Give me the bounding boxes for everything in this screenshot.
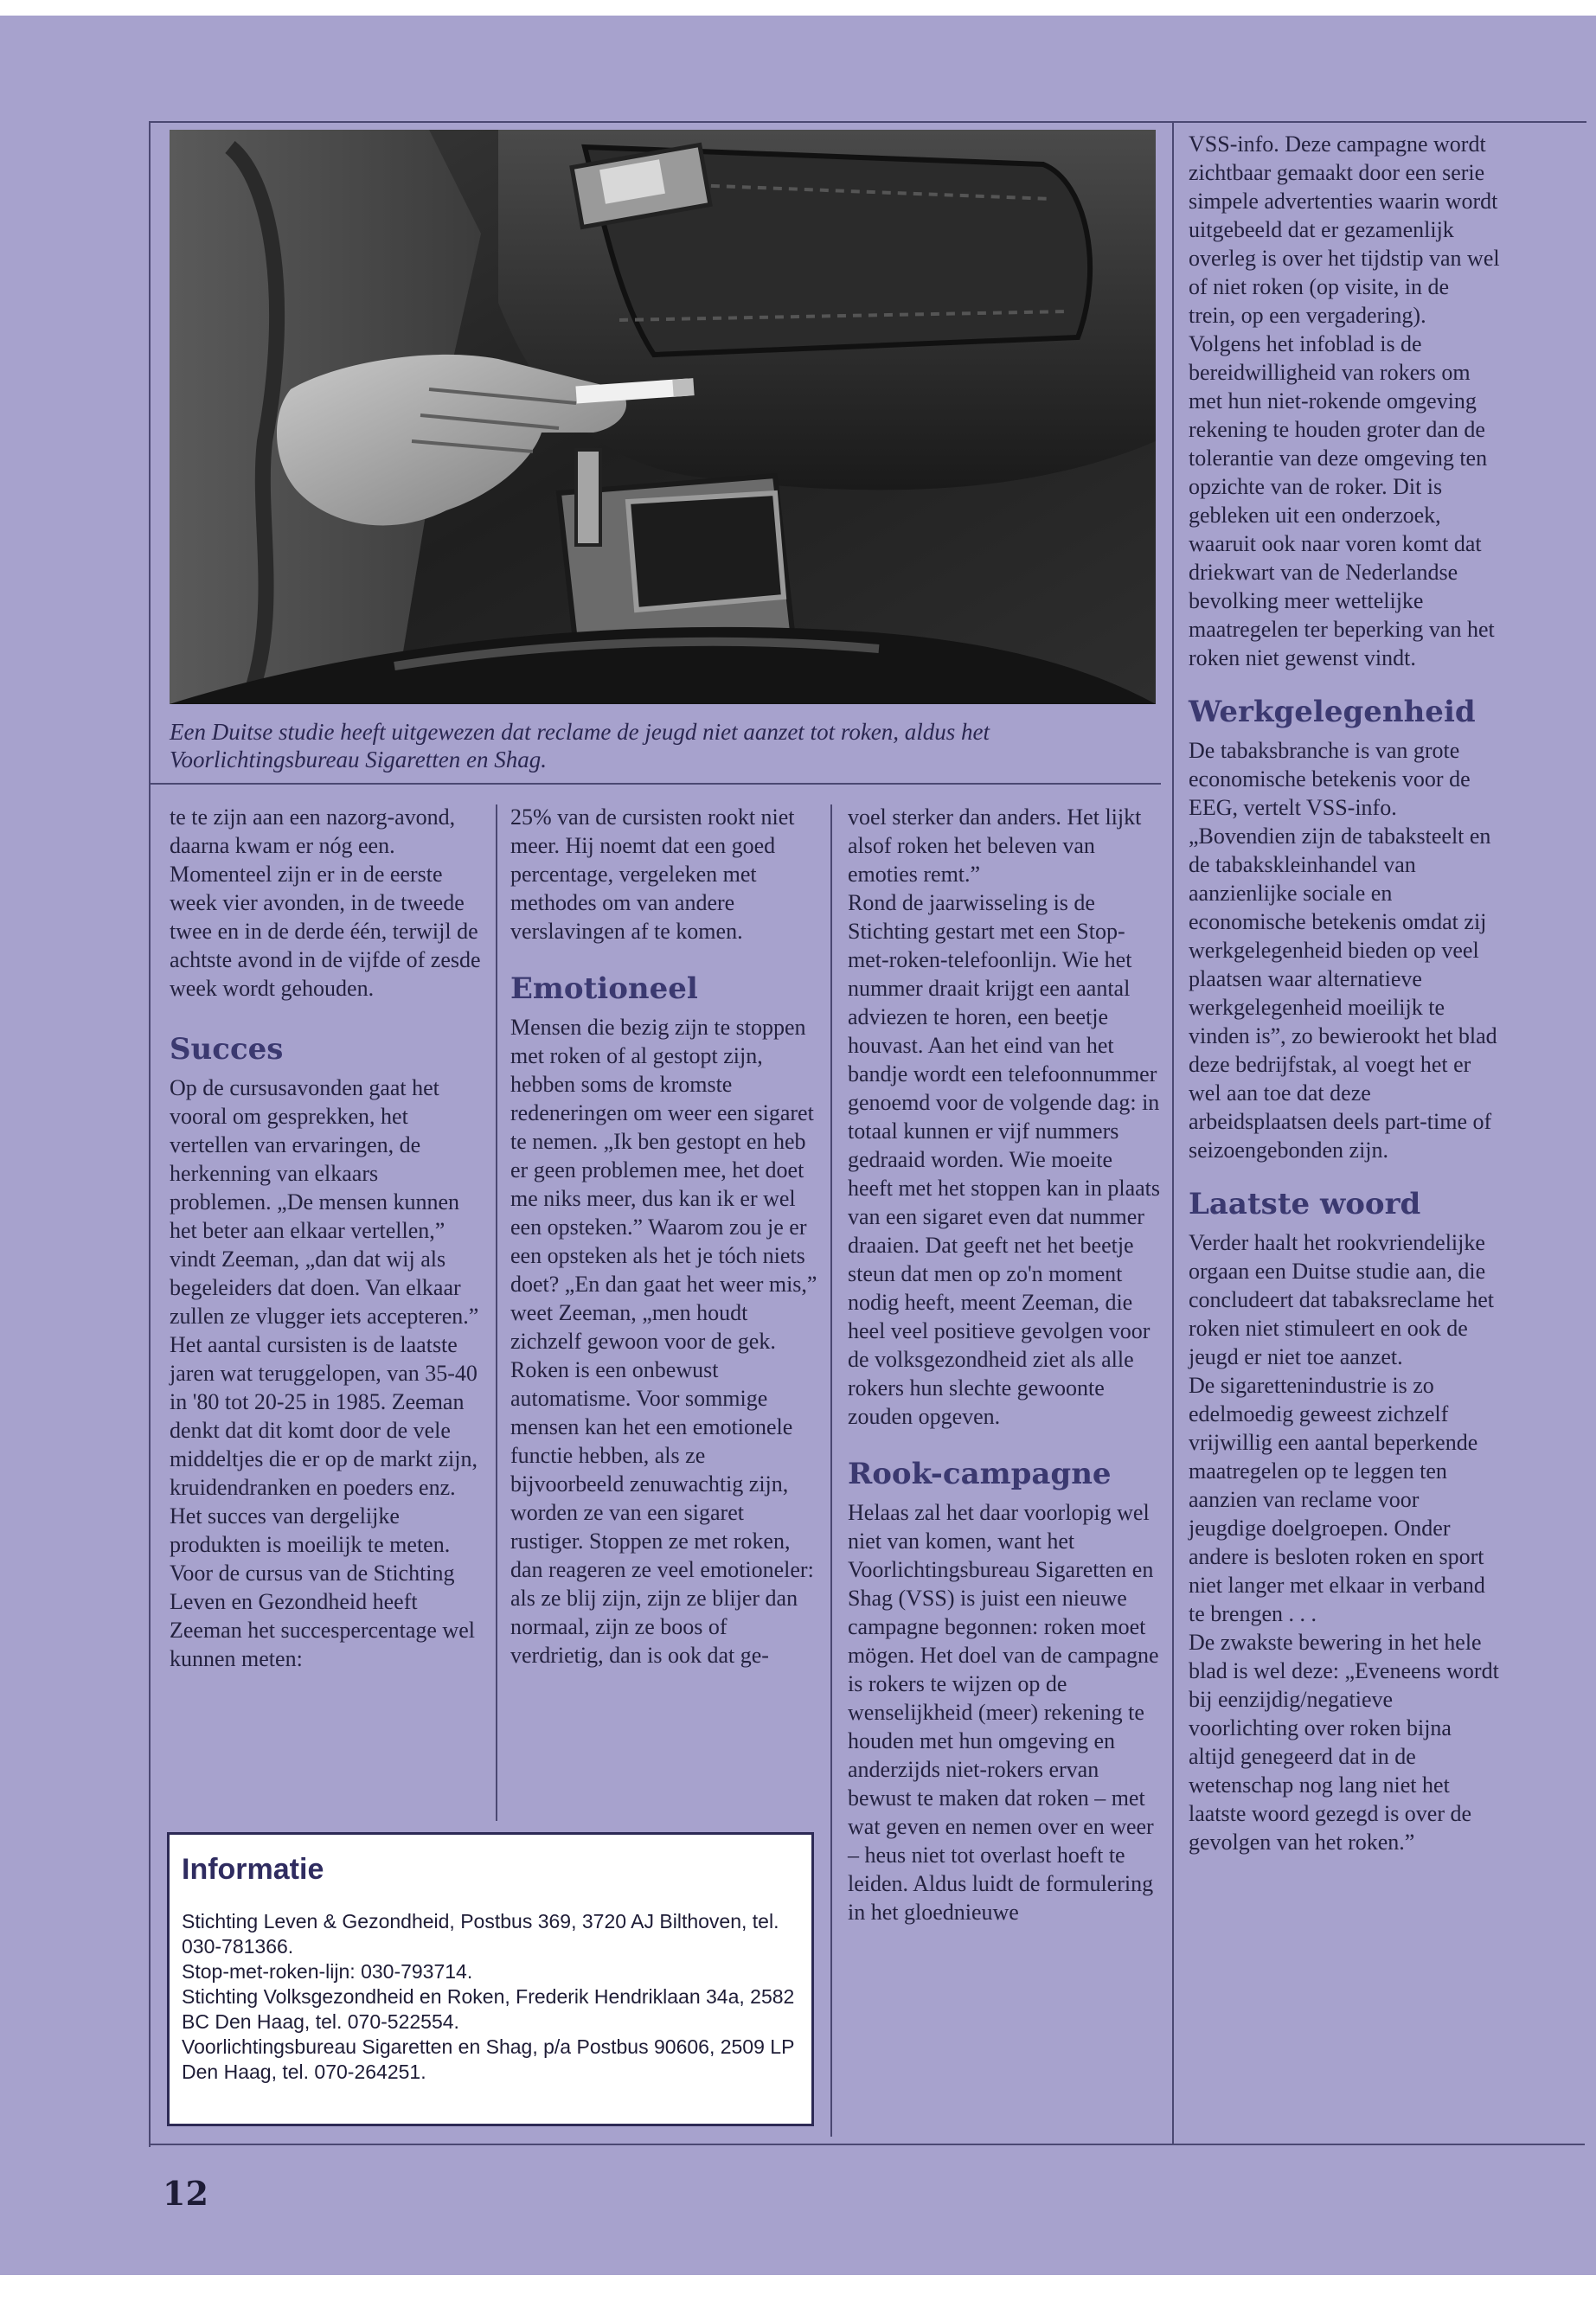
- heading-succes: Succes: [170, 1032, 284, 1067]
- paragraph: Op de cursusavonden gaat het vooral om gesprekken, het vertellen van ervaringen, de herkenning van elkaars problemen. „De mensen kunnen het beter aan elkaar vertellen,” vindt Zeeman, „dan dat wij als begeleiders dat doen. Van elkaar zullen ze vlugger iets accepteren.”: [170, 1075, 479, 1329]
- column-rule-2: [830, 804, 832, 2137]
- column-3: [848, 803, 1161, 1926]
- paragraph: te te zijn aan een nazorg-avond, daarna kwam er nóg een. Momenteel zijn er in de eerste week vier avonden, in de tweede twee en in de derde één, terwijl de achtste avond in de vijfde of zesde week wordt gehouden.: [170, 804, 481, 1001]
- column-1: [170, 803, 483, 1673]
- paragraph: Mensen die bezig zijn te stoppen met roken of al gestopt zijn, hebben soms de kromste redeneringen om weer een sigaret te nemen. „Ik ben gestopt en heb er geen problemen mee, het doet me niks meer, dus kan ik er wel een opsteken.” Waarom zou je er een opsteken als het je tóch niets doet? „En dan gaat het weer mis,” weet Zeeman, „men houdt zichzelf gewoon voor de gek.: [510, 1015, 817, 1354]
- heading-emotioneel: Emotioneel: [510, 971, 698, 1006]
- page-number: 12: [163, 2174, 208, 2213]
- paragraph: voel sterker dan anders. Het lijkt alsof roken het beleven van emoties remt.”: [848, 804, 1142, 887]
- column-rule-right: [1172, 121, 1174, 2145]
- paragraph: VSS-info. Deze campagne wordt zichtbaar gemaakt door een serie simpele advertenties waarin wordt uitgebeeld dat er gezamenlijk overleg is over het tijdstip van wel of niet roken (op visite, in de trein, op een vergadering).: [1189, 131, 1500, 328]
- info-line: Stop-met-roken-lijn: 030-793714.: [182, 1960, 473, 1983]
- heading-werkgelegenheid: Werkgelegenheid: [1189, 695, 1476, 729]
- caption-rule: [149, 783, 1161, 785]
- paragraph: De sigarettenindustrie is zo edelmoedig geweest zichzelf vrijwillig een aantal beperkende maatregelen op te leggen ten aanzien van reclame voor jeugdige doelgroepen. Onder andere is besloten roken en sport niet langer met elkaar in verband te brengen . . .: [1189, 1373, 1485, 1626]
- paragraph: Rond de jaarwisseling is de Stichting gestart met een Stop-met-roken-telefoonlijn. Wie het nummer draait krijgt een aantal adviezen te horen, een beetje houvast. Aan het eind van het bandje wordt een telefoonnummer genoemd voor de volgende dag: in totaal kunnen er vijf nummers gedraaid worden. Wie moeite heeft met het stoppen kan in plaats van een sigaret even dat nummer draaien. Dat geeft net het beetje steun dat men op zo'n moment nodig heeft, meent Zeeman, die heel veel positieve gevolgen voor de volksgezondheid ziet als alle rokers hun slechte gewoonte zouden opgeven.: [848, 890, 1161, 1429]
- column-4: [1189, 130, 1500, 1856]
- photo-hand-cigarette: [170, 130, 1156, 704]
- heading-rook-campagne: Rook-campagne: [848, 1457, 1112, 1491]
- paragraph: Helaas zal het daar voorlopig wel niet van komen, want het Voorlichtingsbureau Sigaretten en Shag (VSS) is juist een nieuwe campagne begonnen: roken moet mögen. Het doel van de campagne is rokers te wijzen op de wenselijkheid (meer) rekening te houden met hun omgeving en anderzijds niet-rokers ervan bewust te maken dat roken – met wat geven en nemen over en weer – heus niet tot overlast hoeft te leiden. Aldus luidt de formulering in het gloednieuwe: [848, 1500, 1159, 1925]
- paragraph: Roken is een onbewust automatisme. Voor sommige mensen kan het een emotionele functie hebben, als ze bijvoorbeeld zenuwachtig zijn, worden ze van een sigaret rustiger. Stoppen ze met roken, dan reageren ze veel emotioneler: als ze blij zijn, zijn ze blijer dan normaal, zijn ze boos of verdrietig, dan is ook dat ge-: [510, 1357, 814, 1668]
- informatie-box: [167, 1832, 814, 2126]
- photo-caption: Een Duitse studie heeft uitgewezen dat reclame de jeugd niet aanzet tot roken, aldus het Voorlichtingsbureau Sigaretten en Shag.: [170, 719, 990, 772]
- informatie-title: Informatie: [182, 1853, 324, 1886]
- paragraph: Verder haalt het rookvriendelijke orgaan een Duitse studie aan, die concludeert dat tabaksreclame het roken niet stimuleert en ook de jeugd er niet toe aanzet.: [1189, 1230, 1494, 1369]
- paragraph: Het aantal cursisten is de laatste jaren wat teruggelopen, van 35-40 in '80 tot 20-25 in 1985. Zeeman denkt dat dit komt door de vele middeltjes die er op de markt zijn, kruidendranken en poeders enz. Het succes van dergelijke produkten is moeilijk te meten. Voor de cursus van de Stichting Leven en Gezondheid heeft Zeeman het succespercentage wel kunnen meten:: [170, 1332, 478, 1671]
- bottom-rule: [149, 2144, 1585, 2145]
- paragraph: 25% van de cursisten rookt niet meer. Hij noemt dat een goed percentage, vergeleken met methodes om van andere verslavingen af te komen.: [510, 804, 795, 944]
- paragraph: Volgens het infoblad is de bereidwilligheid van rokers om met hun niet-rokende omgeving rekening te houden groter dan de tolerantie van deze omgeving ten opzichte van de roker. Dit is gebleken uit een onderzoek, waaruit ook naar voren komt dat driekwart van de Nederlandse bevolking meer wettelijke maatregelen ter beperking van het roken niet gewenst vindt.: [1189, 331, 1495, 670]
- column-rule-1: [496, 804, 497, 1821]
- info-line: Stichting Volksgezondheid en Roken, Frederik Hendriklaan 34a, 2582 BC Den Haag, tel. 070-522554.: [182, 1985, 795, 2033]
- info-line: Stichting Leven & Gezondheid, Postbus 369, 3720 AJ Bilthoven, tel. 030-781366.: [182, 1910, 779, 1958]
- paragraph: De zwakste bewering in het hele blad is wel deze: „Eveneens wordt bij eenzijdig/negatieve voorlichting over roken bijna altijd genegeerd dat in de wetenschap nog lang niet het laatste woord gezegd is over de gevolgen van het roken.”: [1189, 1630, 1499, 1855]
- info-line: Voorlichtingsbureau Sigaretten en Shag, p/a Postbus 90606, 2509 LP Den Haag, tel. 070-264251.: [182, 2035, 794, 2083]
- paragraph: De tabaksbranche is van grote economische betekenis voor de EEG, vertelt VSS-info. „Bovendien zijn de tabaksteelt en de tabakskleinhandel van aanzienlijke sociale en economische betekenis omdat zij werkgelegenheid bieden op veel plaatsen waar alternatieve werkgelegenheid moeilijk te vinden is”, zo bewierookt het blad deze bedrijfstak, al voegt het er wel aan toe dat deze arbeidsplaatsen deels part-time of seizoengebonden zijn.: [1189, 738, 1497, 1163]
- column-2: [510, 803, 820, 1670]
- heading-laatste-woord: Laatste woord: [1189, 1187, 1421, 1221]
